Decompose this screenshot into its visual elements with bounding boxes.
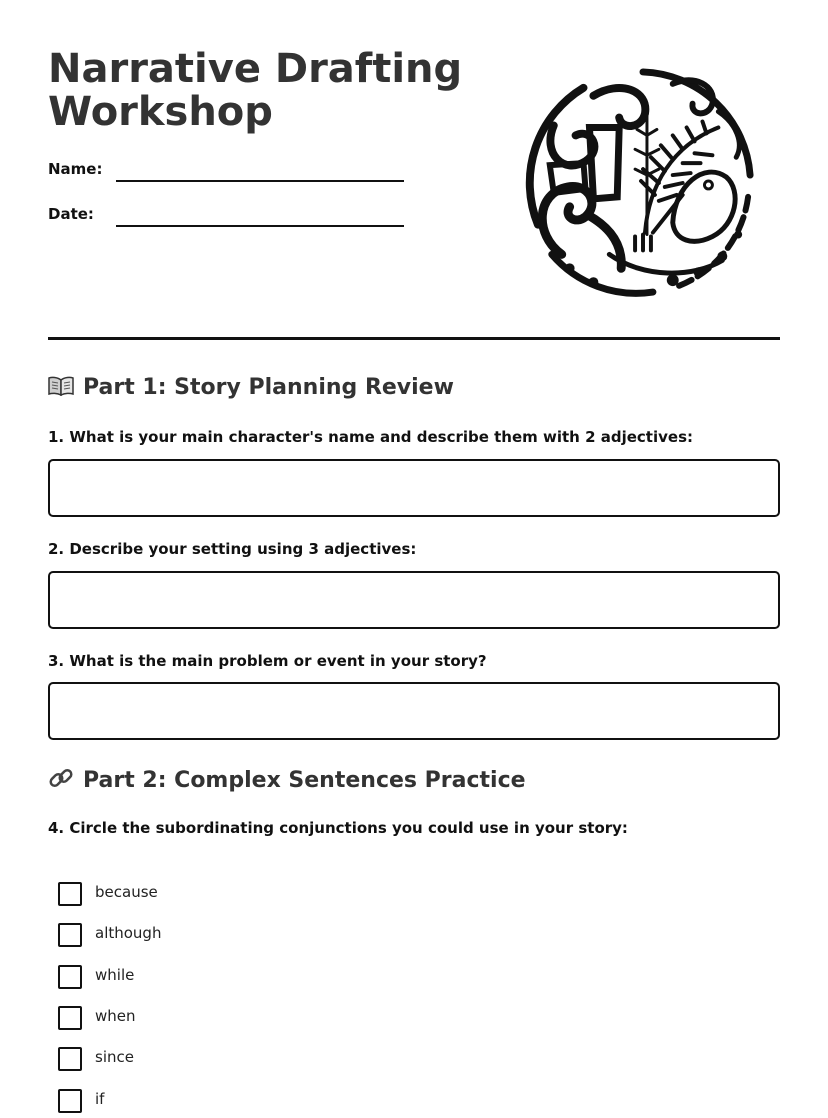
option-label: although — [95, 924, 162, 942]
checkbox[interactable] — [58, 965, 82, 989]
question-2: 2. Describe your setting using 3 adjectives: — [48, 540, 417, 558]
option-label: while — [95, 966, 135, 984]
checkbox[interactable] — [58, 882, 82, 906]
option-when[interactable] — [58, 1006, 358, 1030]
date-field[interactable] — [48, 205, 408, 235]
part1-heading — [48, 375, 454, 400]
option-label: when — [95, 1007, 136, 1025]
question-3: 3. What is the main problem or event in your story? — [48, 652, 487, 670]
option-since[interactable] — [58, 1047, 358, 1071]
checkbox[interactable] — [58, 1047, 82, 1071]
part2-heading-text: Part 2: Complex Sentences Practice — [83, 768, 526, 793]
answer-box-3[interactable] — [48, 682, 780, 740]
question-1: 1. What is your main character's name and describe them with 2 adjectives: — [48, 428, 693, 446]
answer-box-1[interactable] — [48, 459, 780, 517]
option-because[interactable] — [58, 882, 358, 906]
emblem-logo — [524, 66, 762, 300]
worksheet-title: Narrative Drafting Workshop — [48, 46, 463, 135]
name-field[interactable] — [48, 160, 408, 190]
checkbox[interactable] — [58, 1006, 82, 1030]
name-label: Name: — [48, 160, 103, 178]
option-label: because — [95, 883, 158, 901]
part1-heading-text: Part 1: Story Planning Review — [83, 375, 454, 400]
part2-heading — [48, 765, 526, 793]
option-label: since — [95, 1048, 134, 1066]
option-if[interactable] — [58, 1089, 358, 1113]
name-line[interactable] — [116, 180, 404, 182]
option-although[interactable] — [58, 923, 358, 947]
header-divider — [48, 337, 780, 340]
option-label: if — [95, 1090, 105, 1108]
answer-box-2[interactable] — [48, 571, 780, 629]
link-icon — [48, 765, 76, 793]
checkbox[interactable] — [58, 923, 82, 947]
date-line[interactable] — [116, 225, 404, 227]
open-book-icon — [48, 375, 76, 400]
option-while[interactable] — [58, 965, 358, 989]
checkbox[interactable] — [58, 1089, 82, 1113]
date-label: Date: — [48, 205, 94, 223]
question-4: 4. Circle the subordinating conjunctions you could use in your story: — [48, 819, 628, 837]
